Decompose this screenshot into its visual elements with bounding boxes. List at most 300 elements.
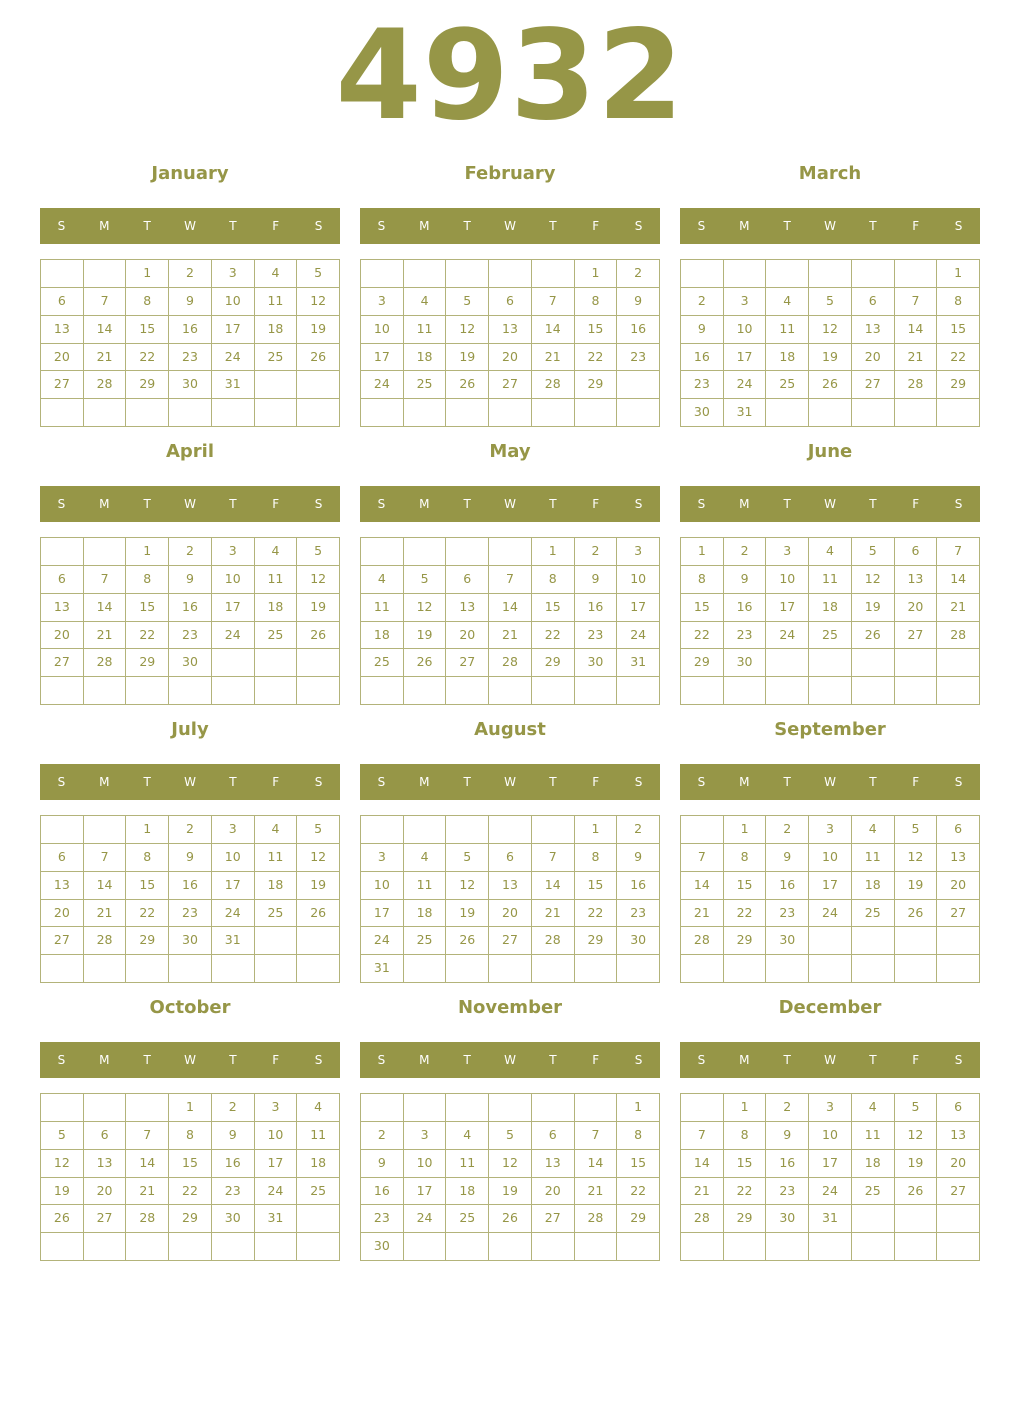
month-name: July bbox=[171, 719, 209, 740]
day-cell: 6 bbox=[937, 816, 980, 844]
weekday-label: F bbox=[912, 775, 920, 789]
day-cell: 5 bbox=[489, 1122, 532, 1150]
day-cell: 28 bbox=[681, 927, 724, 955]
day-cell: 8 bbox=[169, 1122, 212, 1150]
day-cell bbox=[255, 955, 298, 983]
day-cell: 8 bbox=[126, 566, 169, 594]
day-cell bbox=[937, 1205, 980, 1233]
weekday-label: M bbox=[419, 497, 430, 511]
day-cell: 4 bbox=[255, 538, 298, 566]
day-cell: 22 bbox=[126, 900, 169, 928]
day-cell bbox=[681, 677, 724, 705]
day-cell: 7 bbox=[489, 566, 532, 594]
day-cell: 7 bbox=[895, 288, 938, 316]
weekday-label: F bbox=[912, 219, 920, 233]
weekday-label: T bbox=[869, 775, 877, 789]
day-cell bbox=[212, 677, 255, 705]
day-cell: 19 bbox=[297, 872, 340, 900]
day-cell: 11 bbox=[297, 1122, 340, 1150]
weekday-label: M bbox=[739, 497, 750, 511]
day-cell: 16 bbox=[361, 1178, 404, 1206]
day-cell: 21 bbox=[575, 1178, 618, 1206]
day-cell: 2 bbox=[766, 816, 809, 844]
day-cell: 23 bbox=[766, 900, 809, 928]
day-cell: 10 bbox=[404, 1150, 447, 1178]
day-cell bbox=[212, 955, 255, 983]
day-cell: 25 bbox=[404, 927, 447, 955]
day-cell: 5 bbox=[852, 538, 895, 566]
day-cell: 3 bbox=[617, 538, 660, 566]
day-cell: 28 bbox=[84, 649, 127, 677]
day-cell: 11 bbox=[852, 1122, 895, 1150]
day-cell: 25 bbox=[255, 344, 298, 372]
day-cell bbox=[852, 399, 895, 427]
weekday-label: S bbox=[57, 1053, 66, 1067]
day-cell: 5 bbox=[895, 1094, 938, 1122]
day-cell: 7 bbox=[126, 1122, 169, 1150]
day-cell: 19 bbox=[852, 594, 895, 622]
day-cell: 19 bbox=[404, 622, 447, 650]
day-cell: 1 bbox=[575, 816, 618, 844]
day-cell: 12 bbox=[489, 1150, 532, 1178]
day-cell bbox=[489, 260, 532, 288]
day-cell: 9 bbox=[169, 288, 212, 316]
day-cell bbox=[937, 399, 980, 427]
day-cell: 7 bbox=[681, 1122, 724, 1150]
weekday-label: S bbox=[377, 497, 386, 511]
day-cell bbox=[361, 260, 404, 288]
day-cell: 11 bbox=[446, 1150, 489, 1178]
day-cell: 16 bbox=[169, 594, 212, 622]
day-cell: 30 bbox=[575, 649, 618, 677]
day-cell bbox=[809, 1233, 852, 1261]
day-cell: 22 bbox=[532, 622, 575, 650]
day-cell: 1 bbox=[126, 260, 169, 288]
day-cell bbox=[489, 399, 532, 427]
day-cell: 17 bbox=[361, 900, 404, 928]
day-grid bbox=[360, 1093, 660, 1261]
day-cell: 7 bbox=[937, 538, 980, 566]
day-cell bbox=[446, 538, 489, 566]
day-cell bbox=[446, 816, 489, 844]
weekday-label: T bbox=[229, 775, 237, 789]
day-grid bbox=[360, 259, 660, 427]
day-cell bbox=[404, 399, 447, 427]
weekday-label: F bbox=[912, 497, 920, 511]
day-grid bbox=[40, 815, 340, 983]
day-cell: 31 bbox=[617, 649, 660, 677]
day-cell: 28 bbox=[937, 622, 980, 650]
day-cell: 20 bbox=[532, 1178, 575, 1206]
day-cell: 19 bbox=[446, 344, 489, 372]
day-cell: 10 bbox=[212, 566, 255, 594]
day-cell: 16 bbox=[766, 872, 809, 900]
day-cell: 3 bbox=[361, 288, 404, 316]
day-cell: 9 bbox=[617, 288, 660, 316]
weekday-label: T bbox=[229, 219, 237, 233]
weekday-label: T bbox=[143, 1053, 151, 1067]
day-cell: 4 bbox=[809, 538, 852, 566]
day-cell: 15 bbox=[724, 872, 767, 900]
day-cell bbox=[617, 955, 660, 983]
day-cell bbox=[617, 677, 660, 705]
day-cell bbox=[126, 955, 169, 983]
day-cell: 13 bbox=[895, 566, 938, 594]
day-cell: 7 bbox=[84, 844, 127, 872]
day-cell: 16 bbox=[766, 1150, 809, 1178]
day-cell: 13 bbox=[446, 594, 489, 622]
day-cell: 11 bbox=[852, 844, 895, 872]
day-cell: 4 bbox=[297, 1094, 340, 1122]
day-cell bbox=[126, 677, 169, 705]
day-cell bbox=[852, 955, 895, 983]
weekday-label: W bbox=[184, 497, 196, 511]
day-cell: 13 bbox=[41, 316, 84, 344]
day-cell: 12 bbox=[404, 594, 447, 622]
day-cell bbox=[169, 955, 212, 983]
day-cell: 29 bbox=[126, 649, 169, 677]
day-cell: 28 bbox=[532, 371, 575, 399]
weekday-label: W bbox=[824, 775, 836, 789]
day-cell bbox=[617, 399, 660, 427]
day-cell: 1 bbox=[169, 1094, 212, 1122]
day-cell: 10 bbox=[212, 288, 255, 316]
weekday-label: F bbox=[592, 775, 600, 789]
day-cell: 20 bbox=[446, 622, 489, 650]
weekday-label: M bbox=[419, 775, 430, 789]
day-cell: 5 bbox=[895, 816, 938, 844]
weekday-label: S bbox=[57, 219, 66, 233]
weekday-label: T bbox=[783, 1053, 791, 1067]
weekday-label: T bbox=[783, 497, 791, 511]
day-cell: 31 bbox=[255, 1205, 298, 1233]
day-cell: 25 bbox=[446, 1205, 489, 1233]
day-cell bbox=[84, 955, 127, 983]
weekday-label: W bbox=[504, 219, 516, 233]
day-cell: 30 bbox=[169, 371, 212, 399]
day-cell: 27 bbox=[41, 649, 84, 677]
day-cell bbox=[575, 1233, 618, 1261]
weekday-label: W bbox=[824, 1053, 836, 1067]
day-cell bbox=[532, 260, 575, 288]
day-cell: 27 bbox=[489, 371, 532, 399]
day-cell: 26 bbox=[809, 371, 852, 399]
weekday-label: T bbox=[463, 1053, 471, 1067]
day-cell: 8 bbox=[575, 288, 618, 316]
day-cell: 30 bbox=[724, 649, 767, 677]
day-cell bbox=[809, 927, 852, 955]
weekday-label: S bbox=[57, 775, 66, 789]
day-cell: 11 bbox=[809, 566, 852, 594]
day-cell bbox=[809, 677, 852, 705]
day-cell: 8 bbox=[126, 288, 169, 316]
month-name: September bbox=[774, 719, 886, 740]
day-cell: 4 bbox=[852, 1094, 895, 1122]
weekday-label: W bbox=[184, 775, 196, 789]
day-cell: 11 bbox=[255, 566, 298, 594]
day-cell: 23 bbox=[766, 1178, 809, 1206]
day-cell bbox=[724, 955, 767, 983]
day-cell: 9 bbox=[724, 566, 767, 594]
day-cell: 2 bbox=[766, 1094, 809, 1122]
day-cell bbox=[532, 677, 575, 705]
day-cell: 2 bbox=[575, 538, 618, 566]
day-cell: 27 bbox=[41, 927, 84, 955]
day-cell bbox=[212, 1233, 255, 1261]
day-cell: 1 bbox=[575, 260, 618, 288]
day-cell: 5 bbox=[446, 288, 489, 316]
day-cell: 11 bbox=[404, 316, 447, 344]
weekday-header bbox=[40, 208, 340, 244]
day-cell bbox=[361, 1094, 404, 1122]
day-cell: 26 bbox=[852, 622, 895, 650]
day-cell: 23 bbox=[169, 622, 212, 650]
day-cell bbox=[446, 399, 489, 427]
day-cell bbox=[126, 1094, 169, 1122]
day-cell bbox=[532, 1094, 575, 1122]
day-cell: 30 bbox=[766, 1205, 809, 1233]
weekday-label: M bbox=[99, 219, 110, 233]
day-cell bbox=[255, 677, 298, 705]
day-cell: 10 bbox=[212, 844, 255, 872]
day-cell: 8 bbox=[617, 1122, 660, 1150]
day-cell bbox=[575, 677, 618, 705]
day-cell: 21 bbox=[937, 594, 980, 622]
day-cell: 14 bbox=[84, 872, 127, 900]
day-cell bbox=[84, 1233, 127, 1261]
day-cell bbox=[297, 1205, 340, 1233]
day-grid bbox=[680, 815, 980, 983]
day-cell: 26 bbox=[895, 900, 938, 928]
day-cell: 28 bbox=[84, 371, 127, 399]
day-cell: 20 bbox=[41, 900, 84, 928]
day-cell: 12 bbox=[852, 566, 895, 594]
day-cell: 6 bbox=[41, 844, 84, 872]
day-cell: 24 bbox=[809, 1178, 852, 1206]
day-cell: 13 bbox=[852, 316, 895, 344]
day-cell: 21 bbox=[681, 1178, 724, 1206]
day-cell: 6 bbox=[489, 288, 532, 316]
day-cell: 11 bbox=[255, 288, 298, 316]
day-cell: 26 bbox=[446, 371, 489, 399]
day-cell bbox=[84, 260, 127, 288]
day-cell bbox=[681, 1233, 724, 1261]
day-cell: 12 bbox=[895, 844, 938, 872]
day-cell bbox=[532, 1233, 575, 1261]
day-cell: 20 bbox=[489, 900, 532, 928]
day-cell: 29 bbox=[681, 649, 724, 677]
weekday-label: M bbox=[419, 1053, 430, 1067]
day-cell bbox=[681, 816, 724, 844]
day-cell: 30 bbox=[169, 649, 212, 677]
day-cell: 21 bbox=[126, 1178, 169, 1206]
day-cell: 26 bbox=[446, 927, 489, 955]
day-cell: 19 bbox=[297, 594, 340, 622]
weekday-label: T bbox=[229, 497, 237, 511]
day-cell: 22 bbox=[681, 622, 724, 650]
day-cell: 6 bbox=[41, 288, 84, 316]
day-cell bbox=[895, 927, 938, 955]
weekday-label: M bbox=[99, 1053, 110, 1067]
day-cell: 16 bbox=[617, 316, 660, 344]
weekday-label: T bbox=[143, 775, 151, 789]
day-cell: 11 bbox=[361, 594, 404, 622]
day-cell: 25 bbox=[852, 900, 895, 928]
day-cell: 17 bbox=[617, 594, 660, 622]
day-cell: 10 bbox=[361, 872, 404, 900]
day-cell: 6 bbox=[41, 566, 84, 594]
day-cell: 5 bbox=[297, 538, 340, 566]
weekday-label: T bbox=[463, 219, 471, 233]
day-cell: 28 bbox=[681, 1205, 724, 1233]
weekday-label: S bbox=[954, 219, 963, 233]
weekday-label: T bbox=[463, 497, 471, 511]
month-name: November bbox=[457, 997, 563, 1018]
day-cell: 23 bbox=[169, 344, 212, 372]
day-cell bbox=[84, 399, 127, 427]
day-cell: 22 bbox=[937, 344, 980, 372]
day-cell: 31 bbox=[724, 399, 767, 427]
day-cell: 5 bbox=[404, 566, 447, 594]
day-cell: 4 bbox=[361, 566, 404, 594]
day-cell bbox=[766, 955, 809, 983]
month-name: April bbox=[165, 441, 215, 462]
day-cell bbox=[297, 955, 340, 983]
day-cell bbox=[937, 1233, 980, 1261]
day-cell: 5 bbox=[41, 1122, 84, 1150]
day-cell: 1 bbox=[126, 538, 169, 566]
day-cell: 24 bbox=[617, 622, 660, 650]
day-cell: 9 bbox=[361, 1150, 404, 1178]
day-cell: 29 bbox=[169, 1205, 212, 1233]
day-cell: 30 bbox=[361, 1233, 404, 1261]
day-cell: 6 bbox=[489, 844, 532, 872]
day-cell: 29 bbox=[575, 927, 618, 955]
day-cell bbox=[681, 260, 724, 288]
day-cell bbox=[297, 1233, 340, 1261]
day-cell: 17 bbox=[809, 1150, 852, 1178]
weekday-label: M bbox=[739, 775, 750, 789]
day-cell: 22 bbox=[575, 900, 618, 928]
day-cell bbox=[404, 677, 447, 705]
day-cell bbox=[617, 1233, 660, 1261]
day-cell bbox=[84, 538, 127, 566]
day-cell bbox=[489, 1094, 532, 1122]
day-cell: 10 bbox=[361, 316, 404, 344]
day-cell: 1 bbox=[532, 538, 575, 566]
day-cell: 18 bbox=[446, 1178, 489, 1206]
day-cell bbox=[809, 399, 852, 427]
day-cell: 18 bbox=[852, 872, 895, 900]
day-cell bbox=[766, 399, 809, 427]
day-cell: 23 bbox=[617, 900, 660, 928]
weekday-label: S bbox=[697, 775, 706, 789]
weekday-label: M bbox=[419, 219, 430, 233]
day-cell bbox=[446, 1233, 489, 1261]
day-cell bbox=[169, 399, 212, 427]
day-cell: 21 bbox=[681, 900, 724, 928]
day-cell: 27 bbox=[84, 1205, 127, 1233]
day-cell: 5 bbox=[809, 288, 852, 316]
day-cell: 10 bbox=[809, 844, 852, 872]
day-cell: 29 bbox=[724, 927, 767, 955]
day-cell: 31 bbox=[361, 955, 404, 983]
weekday-label: S bbox=[314, 497, 323, 511]
day-cell bbox=[681, 955, 724, 983]
day-cell bbox=[724, 260, 767, 288]
day-cell: 13 bbox=[937, 844, 980, 872]
day-cell: 14 bbox=[681, 872, 724, 900]
day-cell: 19 bbox=[297, 316, 340, 344]
day-cell bbox=[446, 677, 489, 705]
day-cell: 7 bbox=[681, 844, 724, 872]
weekday-label: S bbox=[634, 219, 643, 233]
day-cell bbox=[41, 816, 84, 844]
day-cell: 3 bbox=[724, 288, 767, 316]
day-cell: 6 bbox=[446, 566, 489, 594]
day-grid bbox=[40, 537, 340, 705]
day-cell: 17 bbox=[404, 1178, 447, 1206]
day-cell bbox=[404, 1233, 447, 1261]
weekday-label: S bbox=[314, 1053, 323, 1067]
day-cell: 25 bbox=[404, 371, 447, 399]
day-cell bbox=[532, 955, 575, 983]
weekday-label: T bbox=[549, 1053, 557, 1067]
weekday-label: S bbox=[954, 497, 963, 511]
weekday-header bbox=[360, 1042, 660, 1078]
day-cell bbox=[41, 677, 84, 705]
day-cell bbox=[895, 955, 938, 983]
day-cell: 28 bbox=[84, 927, 127, 955]
day-cell bbox=[532, 816, 575, 844]
day-cell bbox=[809, 955, 852, 983]
day-cell: 22 bbox=[169, 1178, 212, 1206]
day-cell bbox=[361, 816, 404, 844]
day-cell: 9 bbox=[212, 1122, 255, 1150]
day-cell bbox=[361, 677, 404, 705]
day-cell bbox=[852, 649, 895, 677]
day-cell bbox=[766, 260, 809, 288]
day-cell bbox=[937, 677, 980, 705]
day-cell bbox=[766, 649, 809, 677]
day-cell: 31 bbox=[212, 371, 255, 399]
day-cell: 13 bbox=[489, 872, 532, 900]
day-cell bbox=[297, 649, 340, 677]
day-cell: 29 bbox=[937, 371, 980, 399]
day-cell bbox=[852, 1205, 895, 1233]
day-cell: 4 bbox=[255, 816, 298, 844]
day-cell: 19 bbox=[895, 1150, 938, 1178]
weekday-label: F bbox=[272, 775, 280, 789]
weekday-label: W bbox=[504, 775, 516, 789]
day-cell: 21 bbox=[84, 344, 127, 372]
day-cell: 3 bbox=[212, 260, 255, 288]
weekday-label: F bbox=[272, 219, 280, 233]
day-cell: 21 bbox=[895, 344, 938, 372]
day-cell: 15 bbox=[681, 594, 724, 622]
day-grid bbox=[360, 815, 660, 983]
day-cell: 3 bbox=[404, 1122, 447, 1150]
weekday-label: S bbox=[697, 1053, 706, 1067]
day-cell bbox=[852, 677, 895, 705]
day-cell: 28 bbox=[575, 1205, 618, 1233]
day-cell: 20 bbox=[84, 1178, 127, 1206]
day-grid bbox=[680, 1093, 980, 1261]
day-cell: 22 bbox=[126, 622, 169, 650]
day-cell: 14 bbox=[126, 1150, 169, 1178]
month-name: August bbox=[474, 719, 546, 740]
day-cell: 28 bbox=[532, 927, 575, 955]
